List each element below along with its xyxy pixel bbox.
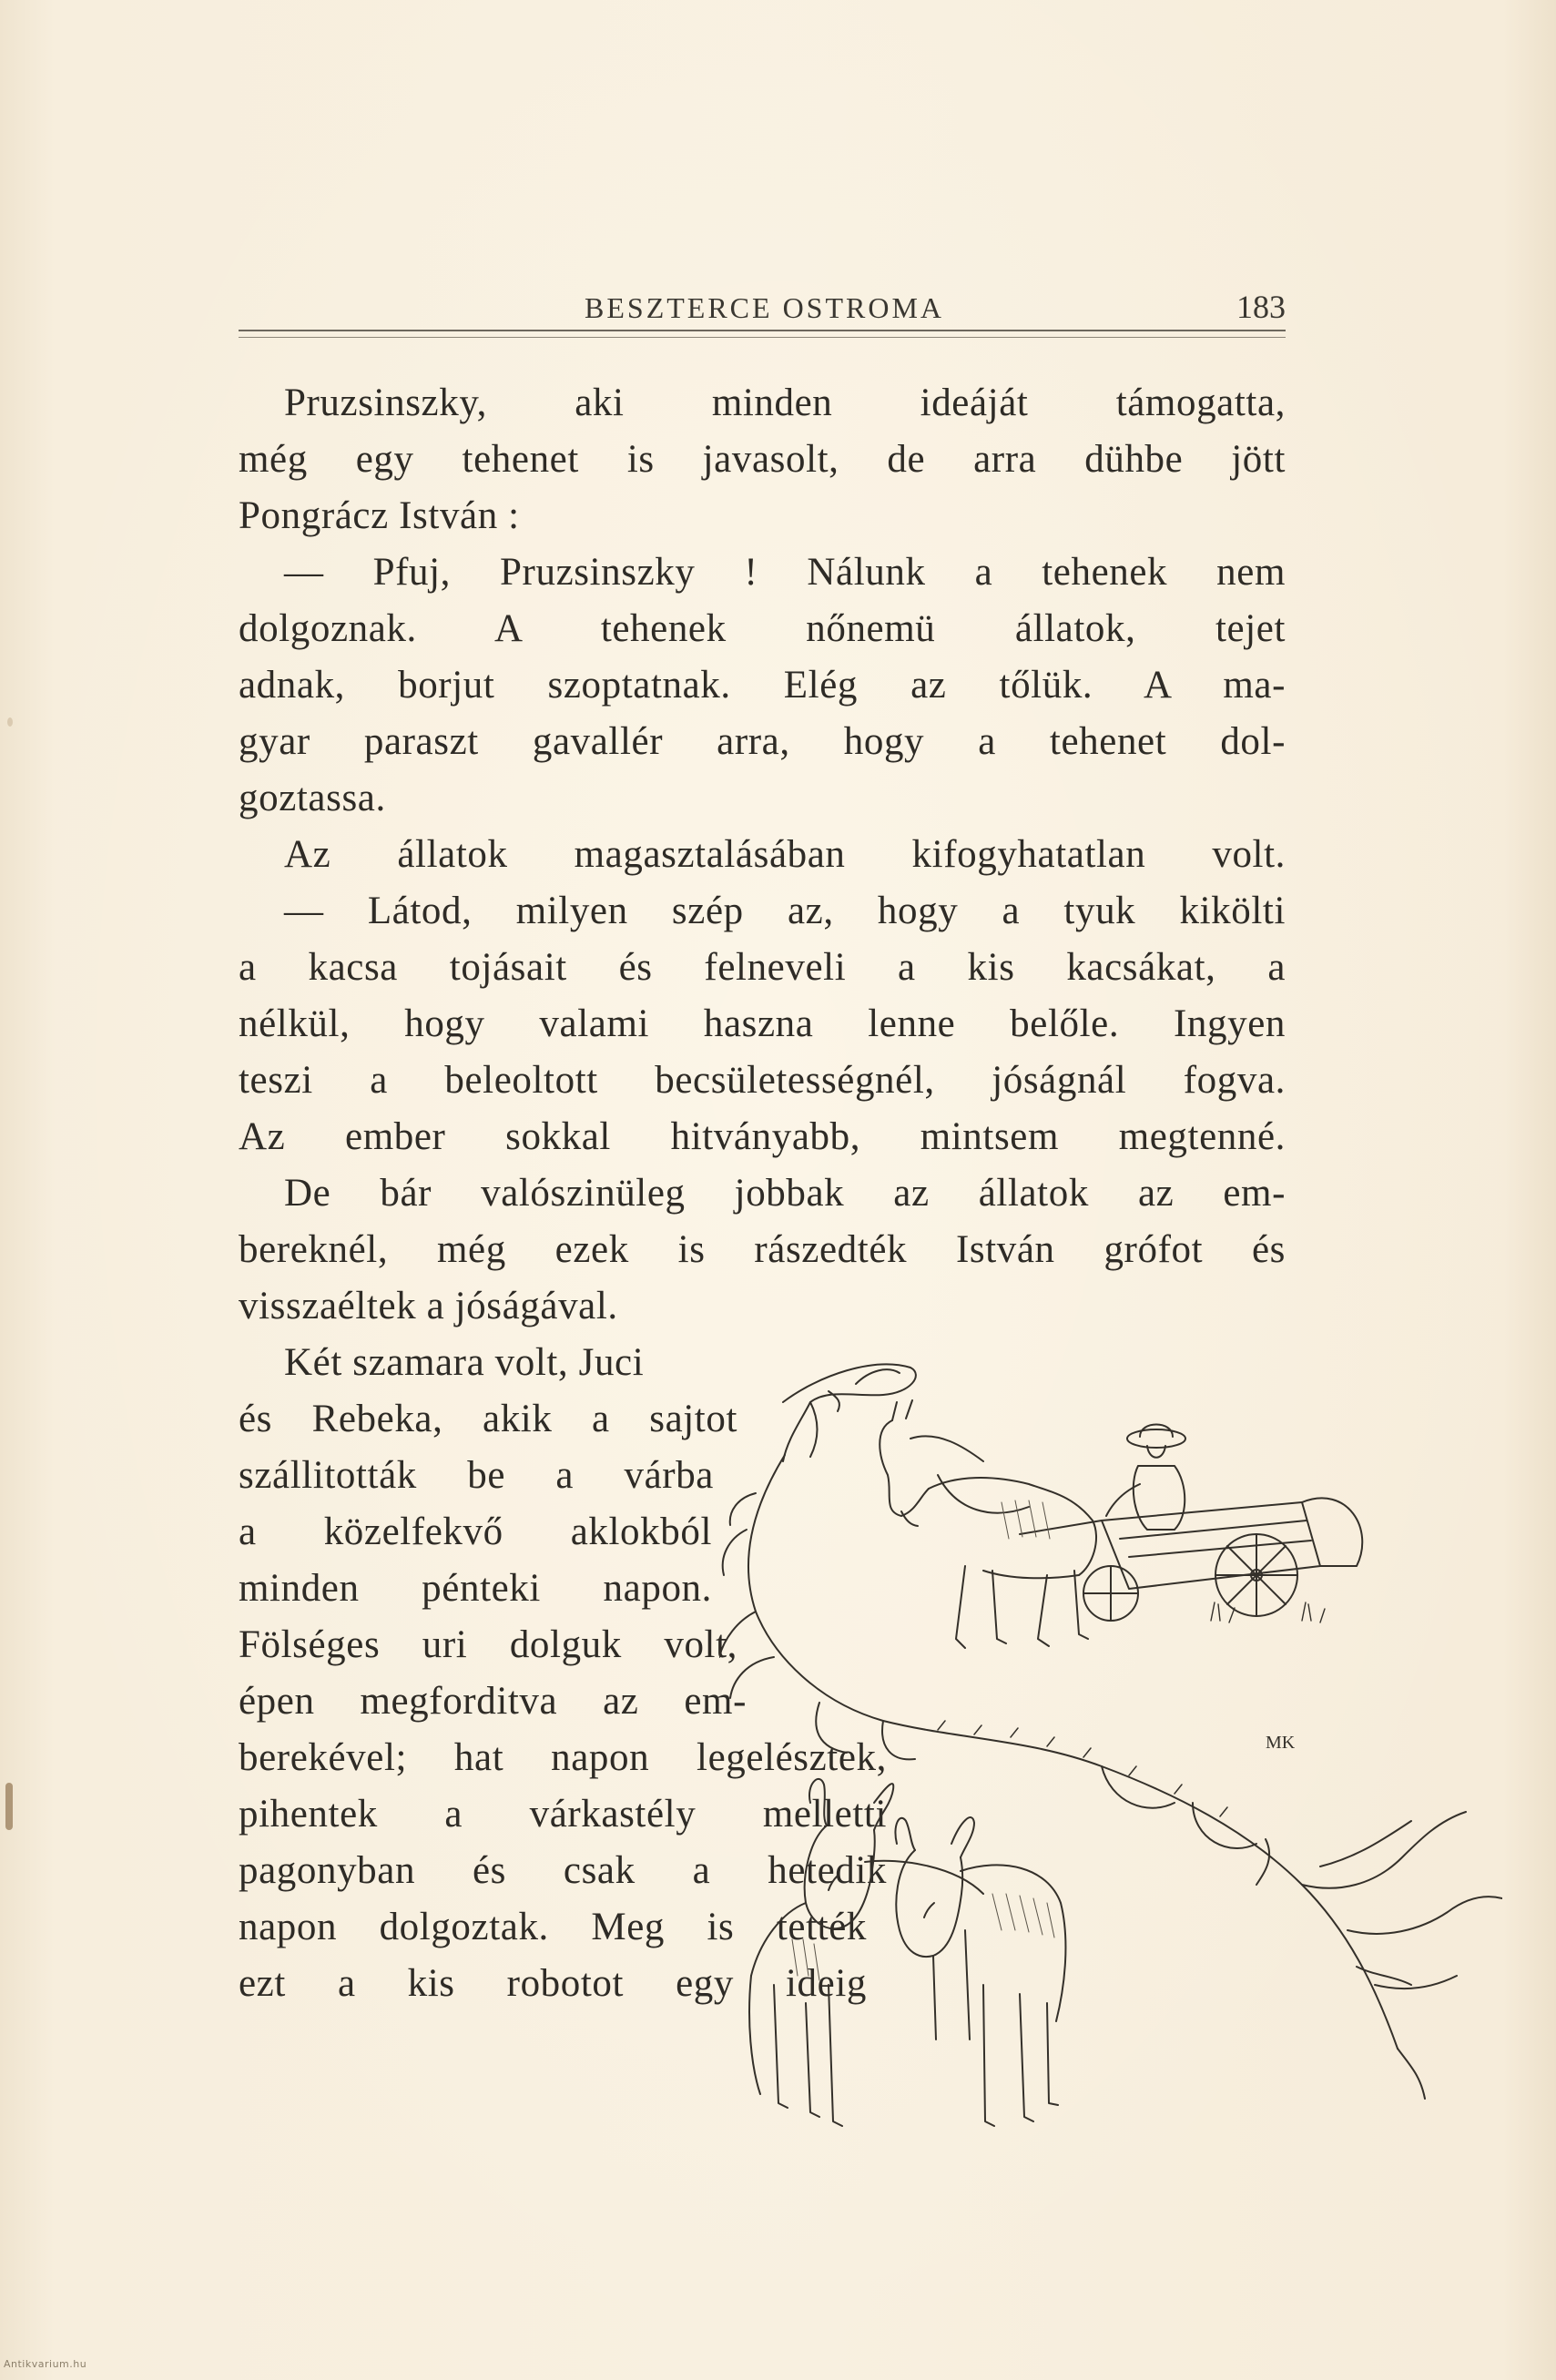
text-line: szállitották be a várba bbox=[239, 1454, 714, 1497]
running-head bbox=[239, 284, 1286, 330]
text-line: minden pénteki napon. bbox=[239, 1567, 712, 1610]
text-line: adnak, borjut szoptatnak. Elég az tőlük. A ma- bbox=[239, 664, 1286, 707]
text-line: — Látod, milyen szép az, hogy a tyuk kikölti bbox=[284, 890, 1286, 932]
text-line: Az ember sokkal hitványabb, mintsem megtenné. bbox=[239, 1115, 1286, 1158]
text-line: még egy tehenet is javasolt, de arra dühbe jött bbox=[239, 438, 1286, 481]
text-line: nélkül, hogy valami haszna lenne belőle. Ingyen bbox=[239, 1002, 1286, 1045]
paper-stain bbox=[7, 717, 13, 727]
shading bbox=[792, 1500, 1054, 1980]
cart bbox=[1020, 1498, 1362, 1621]
page-number: 183 bbox=[1236, 289, 1286, 325]
text-line: visszaéltek a jóságával. bbox=[239, 1285, 618, 1327]
text-line: Pruzsinszky, aki minden ideáját támogatta, bbox=[284, 381, 1286, 424]
header-rule-thin bbox=[239, 337, 1286, 338]
text-line: a közelfekvő aklokból bbox=[239, 1510, 712, 1553]
illustrator-signature: MK bbox=[1266, 1733, 1296, 1753]
text-line: és Rebeka, akik a sajtot bbox=[239, 1398, 737, 1440]
paper-stain bbox=[5, 1783, 13, 1830]
text-line: napon dolgoztak. Meg is tették bbox=[239, 1906, 867, 1948]
text-line: dolgoznak. A tehenek nőnemü állatok, tejet bbox=[239, 607, 1286, 650]
running-title: BESZTERCE OSTROMA bbox=[585, 291, 945, 324]
text-line: goztassa. bbox=[239, 777, 386, 819]
donkeys bbox=[749, 1779, 1065, 2126]
horse bbox=[880, 1400, 1096, 1648]
text-line: a kacsa tojásait és felneveli a kis kacsákat, a bbox=[239, 946, 1286, 989]
text-line: bereknél, még ezek is rászedték István grófot és bbox=[239, 1228, 1286, 1271]
text-line: berekével; hat napon legelésztek, bbox=[239, 1736, 887, 1779]
text-line: gyar paraszt gavallér arra, hogy a tehenet dol- bbox=[239, 720, 1286, 763]
text-line: Fölséges uri dolguk volt, bbox=[239, 1623, 737, 1666]
text-line: épen megforditva az em- bbox=[239, 1680, 747, 1723]
text-line: Pongrácz István : bbox=[239, 494, 520, 537]
text-line: Két szamara volt, Juci bbox=[284, 1341, 645, 1384]
text-line: pagonyban és csak a hetedik bbox=[239, 1849, 887, 1892]
text-line: Az állatok magasztalásában kifogyhatatlan volt. bbox=[284, 833, 1286, 876]
text-line: teszi a beleoltott becsületességnél, jóságnál fogva. bbox=[239, 1059, 1286, 1102]
cart-and-donkeys-illustration bbox=[719, 1348, 1502, 2194]
vine-ornament bbox=[719, 1455, 1502, 2099]
text-line: De bár valószinüleg jobbak az állatok az em- bbox=[284, 1172, 1286, 1215]
text-line: ezt a kis robotot egy ideig bbox=[239, 1962, 867, 2005]
header-rule bbox=[239, 330, 1286, 331]
scanner-watermark: Antikvarium.hu bbox=[4, 2358, 87, 2370]
bow-ornament bbox=[783, 1364, 916, 1461]
text-line: — Pfuj, Pruzsinszky ! Nálunk a tehenek nem bbox=[284, 551, 1286, 594]
text-line: pihentek a várkastély melletti bbox=[239, 1793, 887, 1836]
